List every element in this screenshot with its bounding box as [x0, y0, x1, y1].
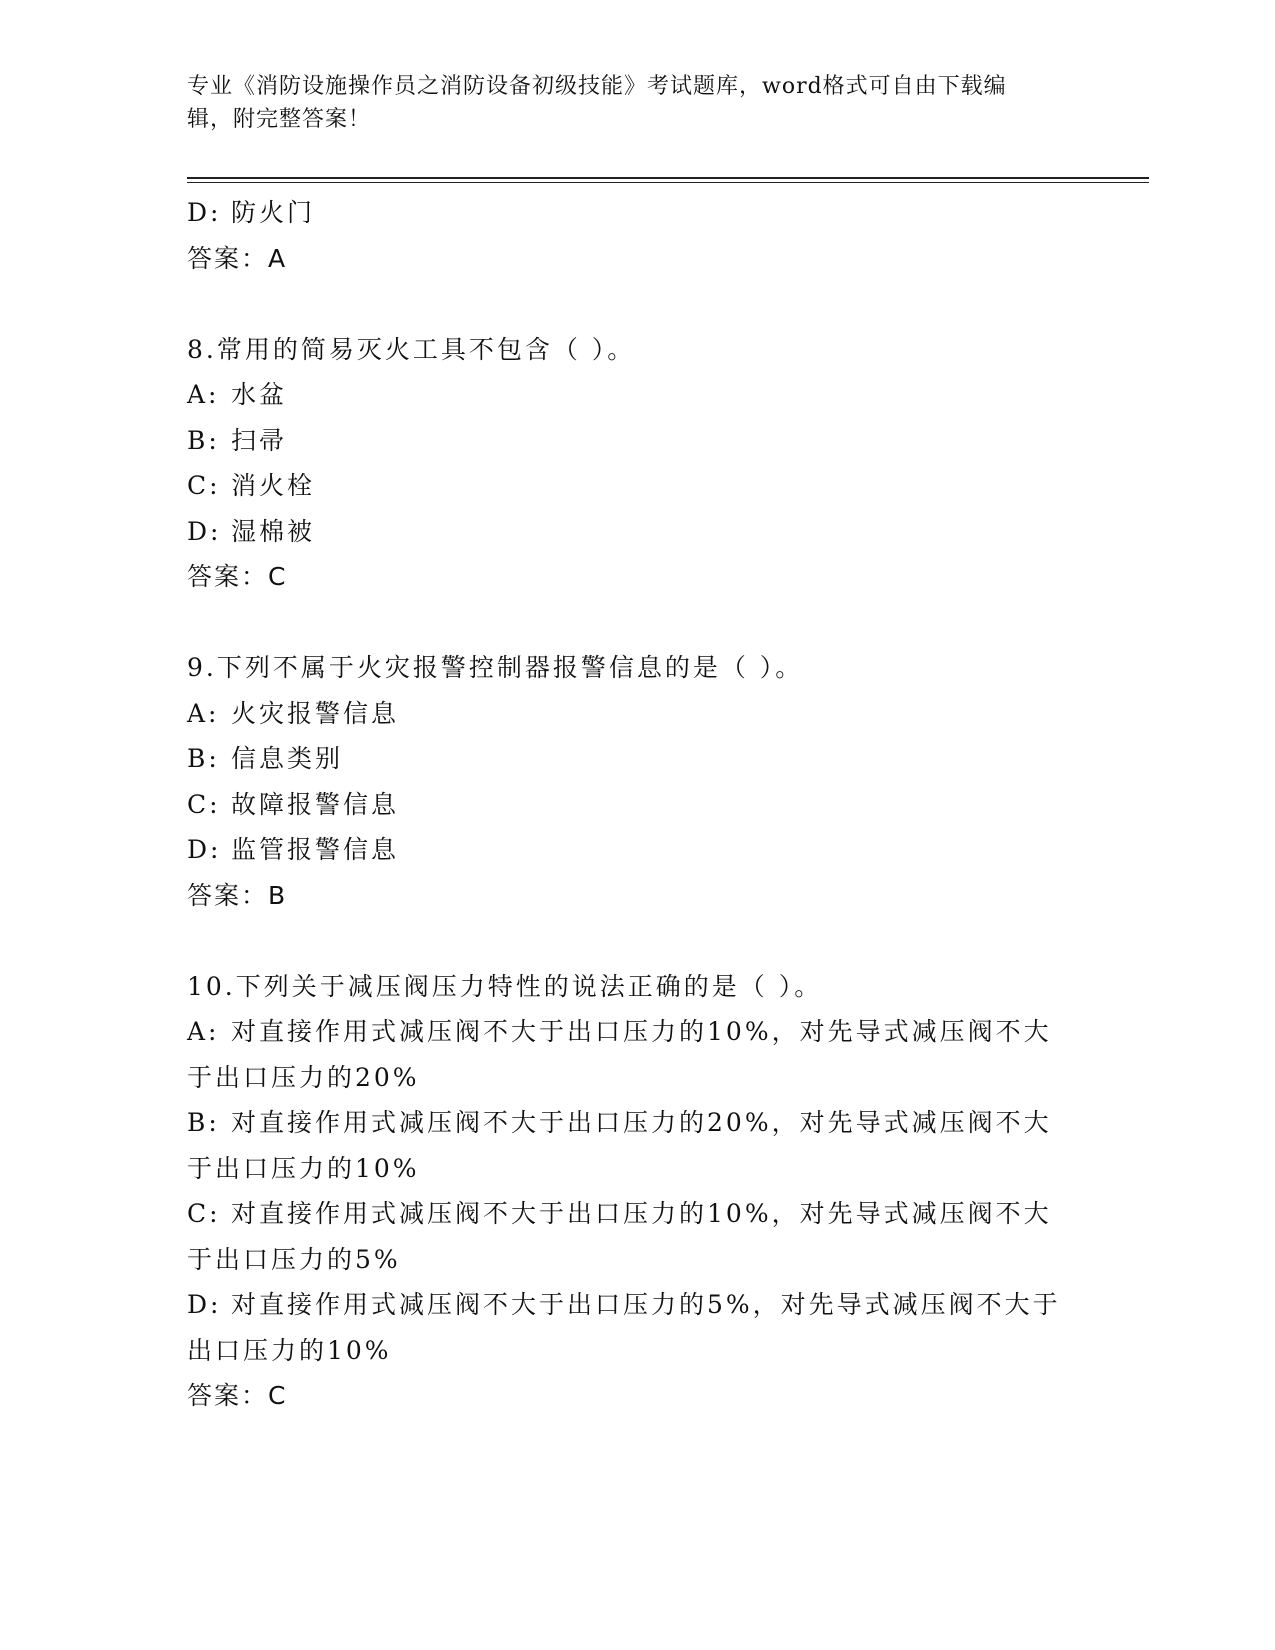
option-key: B: [187, 425, 220, 455]
option-key: D: [187, 198, 222, 227]
question-10-option-b [187, 1100, 1087, 1146]
option-text: 对直接作用式减压阀不大于出口压力的20%，对先导式减压阀不大 [231, 1108, 1052, 1137]
option-text: 对直接作用式减压阀不大于出口压力的5%，对先导式减压阀不大于 [231, 1290, 1061, 1319]
question-10-option-d [187, 1282, 1087, 1328]
question-10-option-c-cont: 于出口压力的5% [187, 1244, 401, 1274]
question-9-answer: 答案：B [187, 880, 288, 910]
question-9-option-b [187, 736, 1087, 782]
option-text: 对直接作用式减压阀不大于出口压力的10%，对先导式减压阀不大 [231, 1199, 1052, 1228]
question-10-option-d-cont: 出口压力的10% [187, 1335, 392, 1365]
option-text: 监管报警信息 [231, 835, 400, 864]
document-header [187, 70, 1067, 136]
question-9-option-a [187, 691, 1087, 737]
option-text: 信息类别 [231, 744, 344, 773]
question-8-stem: 8.常用的简易灭火工具不包含（ ）。 [187, 334, 636, 364]
option-key: A: [187, 380, 220, 409]
question-10-option-c [187, 1191, 1087, 1237]
question-9-option-c [187, 782, 1087, 828]
option-text: 湿棉被 [231, 516, 316, 546]
question-9-option-d [187, 827, 1087, 873]
option-key: D: [187, 516, 222, 546]
option-key: A: [187, 698, 220, 728]
option-text: 火灾报警信息 [231, 698, 400, 728]
question-10-option-b-cont: 于出口压力的10% [187, 1153, 420, 1183]
option-text: 消火栓 [231, 471, 316, 500]
question-10-stem: 10.下列关于减压阀压力特性的说法正确的是（ ）。 [187, 971, 823, 1001]
option-text: 扫帚 [231, 425, 288, 455]
question-body [187, 190, 1087, 1419]
option-key: A: [187, 1017, 220, 1046]
option-key: D: [187, 1290, 222, 1319]
question-9-stem: 9.下列不属于火灾报警控制器报警信息的是（ ）。 [187, 653, 804, 682]
question-10-answer: 答案：C [187, 1381, 288, 1410]
question-8-option-b [187, 418, 1087, 464]
option-key: C: [187, 1199, 221, 1228]
spacer [187, 281, 1087, 327]
question-10-option-a-cont: 于出口压力的20% [187, 1062, 420, 1092]
option-text: 水盆 [231, 380, 288, 409]
prev-option-d [187, 190, 1087, 236]
option-key: C: [187, 789, 221, 819]
prev-answer: 答案：A [187, 243, 288, 273]
header-divider-thin [187, 182, 1149, 183]
spacer [187, 600, 1087, 646]
question-8-option-c [187, 463, 1087, 509]
header-line-2: 辑，附完整答案！ [187, 107, 372, 132]
question-8-option-a [187, 372, 1087, 418]
question-10-option-a [187, 1009, 1087, 1055]
question-8-option-d [187, 509, 1087, 555]
option-key: D: [187, 835, 222, 864]
question-8-answer: 答案：C [187, 562, 288, 591]
header-line-1: 专业《消防设施操作员之消防设备初级技能》考试题库，word格式可自由下载编 [187, 74, 1007, 99]
option-text: 对直接作用式减压阀不大于出口压力的10%，对先导式减压阀不大 [231, 1017, 1052, 1046]
option-key: B: [187, 744, 220, 773]
header-divider-thick [187, 177, 1149, 179]
option-text: 故障报警信息 [231, 789, 400, 819]
spacer [187, 918, 1087, 964]
option-key: B: [187, 1108, 220, 1137]
option-text: 防火门 [231, 198, 316, 227]
option-key: C: [187, 471, 221, 500]
